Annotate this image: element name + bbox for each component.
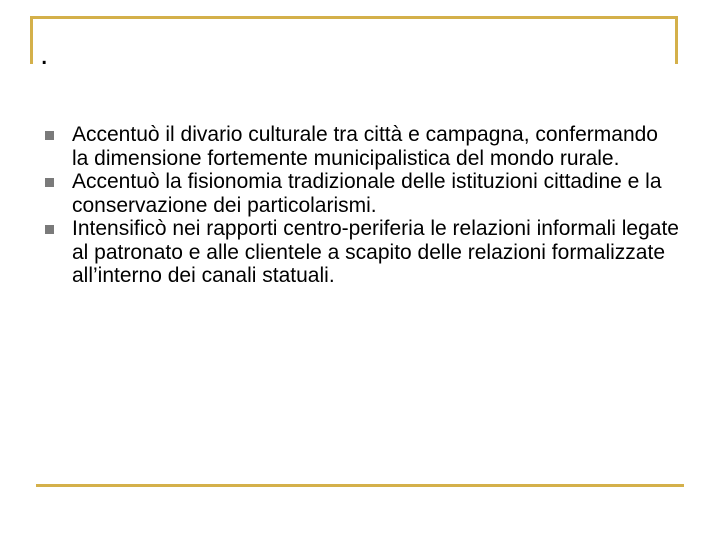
square-bullet-icon [45, 131, 54, 140]
bullet-item [40, 123, 680, 170]
bullet-text: Intensificò nei rapporti centro-periferia le relazioni informali legate al patronato e alle clientele a scapito delle relazioni formalizzate all’interno dei canali statuali. [72, 217, 679, 287]
square-bullet-icon [45, 225, 54, 234]
right-accent-rule [675, 16, 678, 64]
square-bullet-icon [45, 178, 54, 187]
bullet-item [40, 170, 680, 217]
bullet-item [40, 217, 680, 288]
left-accent-rule [30, 16, 33, 64]
bullet-text: Accentuò il divario culturale tra città e campagna, confermando la dimensione fortemente municipalistica del mondo rurale. [72, 123, 658, 170]
bottom-accent-rule [36, 484, 684, 487]
top-accent-rule [30, 16, 678, 19]
slide-title: . [40, 38, 49, 71]
bullet-list [40, 123, 680, 288]
bullet-text: Accentuò la fisionomia tradizionale delle istituzioni cittadine e la conservazione dei particolarismi. [72, 170, 662, 217]
